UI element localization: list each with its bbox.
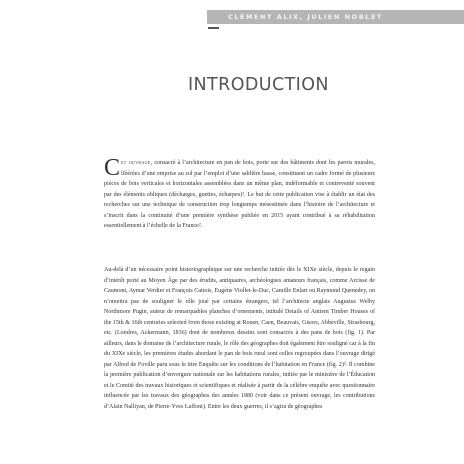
lead-in: et ouvrage, [121,160,153,166]
paragraph-2 [104,265,375,412]
paragraph-1-text [104,155,375,232]
page-title: INTRODUCTION [188,75,329,95]
paragraph-2-text: Au-delà d’un nécessaire point historiographique sur une recherche initiée dès le XIXe siècle, depuis le regain d’intérêt porté au Moyen Âge par des érudits, antiquaires, archéologues amateurs français, comme Arcisse de Caumont, Aymar Verdier et François Cattois, Eugène Viollet-le-Duc, Camille Enlart ou Raymond Quenedey, on n’omettra pas de souligner le rôle joué par certains étrangers, tel l’architecte anglais Augustus Welby Northmore Pugin, auteur de remarquables planches d’ornements, intitulé Details of Antient Timber Houses of the 15th & 16th centuries selected from those existing at Rouen, Caen, Beauvais, Gisors, Abbeville, Strasbourg, etc. (Londres, Ackermann, 1836) dont de nombreux dessins sont consacrés à des pans de bois (fig. 1). Par ailleurs, dans le domaine de l’architecture rurale, le rôle des géographes doit également être souligné car à la fin du XIXe siècle, les premières études abordant le pan de bois rural sont celles regroupées dans l’ouvrage dirigé par Alfred de Foville paru sous le titre Enquête sur les conditions de l’habitation en France (fig. 2)³. Il combine la première publication d’envergure nationale sur les habitations rurales, initiée par le ministère de l’Éducation et le Comité des travaux historiques et scientifiques et réalisée à partir de la célèbre enquête avec questionnaire influencée par les travaux des géographes des années 1880 (voir dans ce présent ouvrage, les contributions d’Alain Nalliyan, de Pierre-Yves Laffont). Entre les deux guerres, il s’agira de géographes [104,267,375,410]
paragraph-1 [104,155,375,232]
drop-cap: C [104,155,121,181]
running-head: CLÉMENT ALIX, JULIEN NOBLET [228,13,383,21]
header-rule [208,27,219,29]
paragraph-1-body: consacré à l’architecture en pan de bois, porte sur des bâtiments dont les parois murales, libérées d’une emprise au sol par l’emploi d’une sablière basse, constituent un cadre formé de plusieurs pièces de bois verticales et horizontales assemblées dans un même plan, indéformable et contreventé souvent par des éléments obliques (décharges, guettes, écharpes)¹. Le but de cette publication vise à établir un état des recherches sur une technique de construction trop longtemps mésestimée dans l’histoire de l’architecture et s’inscrit dans la continuité d’une première synthèse publiée en 2015 ayant contribué à sa réhabilitation essentiellement à l’échelle de la France². [104,160,375,229]
